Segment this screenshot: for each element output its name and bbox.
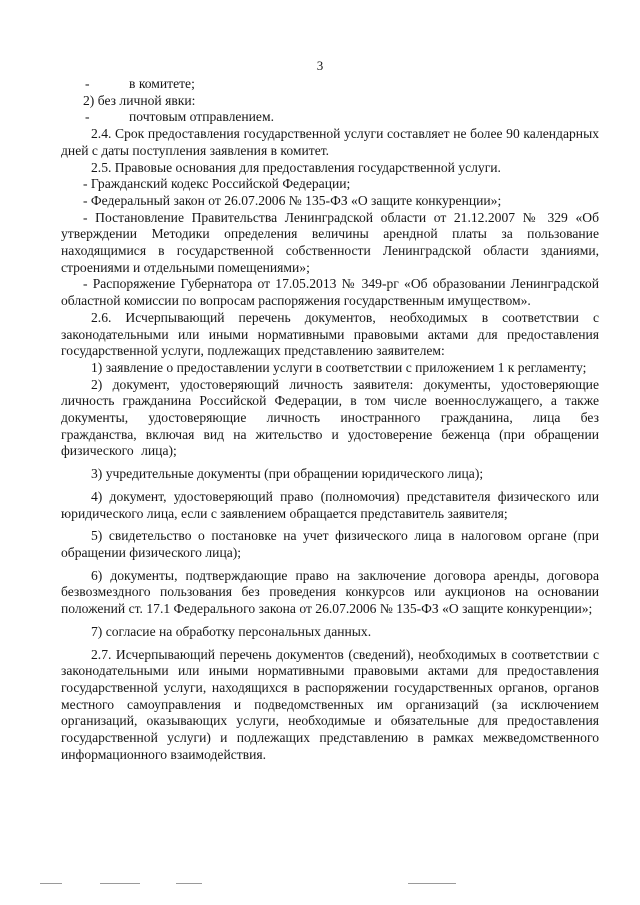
scan-artifact-line xyxy=(100,883,140,884)
page-number: 3 xyxy=(316,58,324,73)
paragraph: 2.4. Срок предоставления государственной услуги составляет не более 90 календарных дней с даты поступления заявления в комитет. xyxy=(61,126,599,158)
paragraph: 2) без личной явки: xyxy=(83,92,196,108)
paragraph: 5) свидетельство о постановке на учет физического лица в налоговом органе (при обращении физического лица); xyxy=(61,528,599,560)
document-body xyxy=(61,76,599,763)
scan-artifact-line xyxy=(40,883,62,884)
bullet-dash: - xyxy=(85,76,90,91)
paragraph: 3) учредительные документы (при обращении юридического лица); xyxy=(91,466,484,482)
paragraph: - Федеральный закон от 26.07.2006 № 135-ФЗ «О защите конкуренции»; xyxy=(83,192,502,208)
paragraph: 2.6. Исчерпывающий перечень документов, необходимых в соответствии с законодательными или иными нормативными правовыми актами для предоставления государственной услуги, подлежащих представлению заявителем: xyxy=(61,309,599,359)
list-item-text: почтовым отправлением. xyxy=(129,109,274,125)
list-item-text: в комитете; xyxy=(129,76,195,91)
paragraph: 6) документы, подтверждающие право на заключение договора аренды, договора безвозмездного пользования без проведения конкурсов или аукционов на основании положений ст. 17.1 Федерального закона от 26.07.2006 № 135-ФЗ «О защите конкуренции»; xyxy=(61,567,599,617)
paragraph: 2) документ, удостоверяющий личность заявителя: документы, удостоверяющие личность гражданина Российской Федерации, в том числе военнослужащего, а также документы, удостоверяющие личность иностранного гражданина, лица без гражданства, включая вид на жительство и удостоверение беженца (при обращении физического лица); xyxy=(61,376,599,459)
list-item xyxy=(61,109,599,126)
paragraph: 7) согласие на обработку персональных данных. xyxy=(91,623,372,639)
paragraph: 4) документ, удостоверяющий право (полномочия) представителя физического или юридического лица, если с заявлением обращается представитель заявителя; xyxy=(61,488,599,521)
paragraph: - Постановление Правительства Ленинградской области от 21.12.2007 № 329 «Об утверждении Методики определения величины арендной платы за пользование находящимися в государственной собственности Ленинградской области зданиями, строениями и отдельными помещениями»; xyxy=(61,209,599,275)
paragraph: - Распоряжение Губернатора от 17.05.2013 № 349-рг «Об образовании Ленинградской областной комиссии по вопросам распоряжения государственным имуществом». xyxy=(61,276,599,309)
paragraph: 1) заявление о предоставлении услуги в соответствии с приложением 1 к регламенту; xyxy=(91,359,587,375)
paragraph: 2.7. Исчерпывающий перечень документов (сведений), необходимых в соответствии с законодательными или иными нормативными правовыми актами для предоставления государственной услуги, находящихся в распоряжении государственных органов, органов местного самоуправления и подведомственных им организаций (за исключением организаций, оказывающих услуги, необходимые и обязательные для предоставления государственной услуги) и подлежащих представлению в рамках межведомственного информационного взаимодействия. xyxy=(61,646,599,762)
scan-artifact-line xyxy=(176,883,202,884)
bullet-dash: - xyxy=(85,109,90,125)
paragraph: - Гражданский кодекс Российской Федерации; xyxy=(83,176,351,192)
paragraph: 2.5. Правовые основания для предоставления государственной услуги. xyxy=(91,159,501,175)
scan-artifact-line xyxy=(408,883,456,884)
list-item xyxy=(61,76,599,93)
